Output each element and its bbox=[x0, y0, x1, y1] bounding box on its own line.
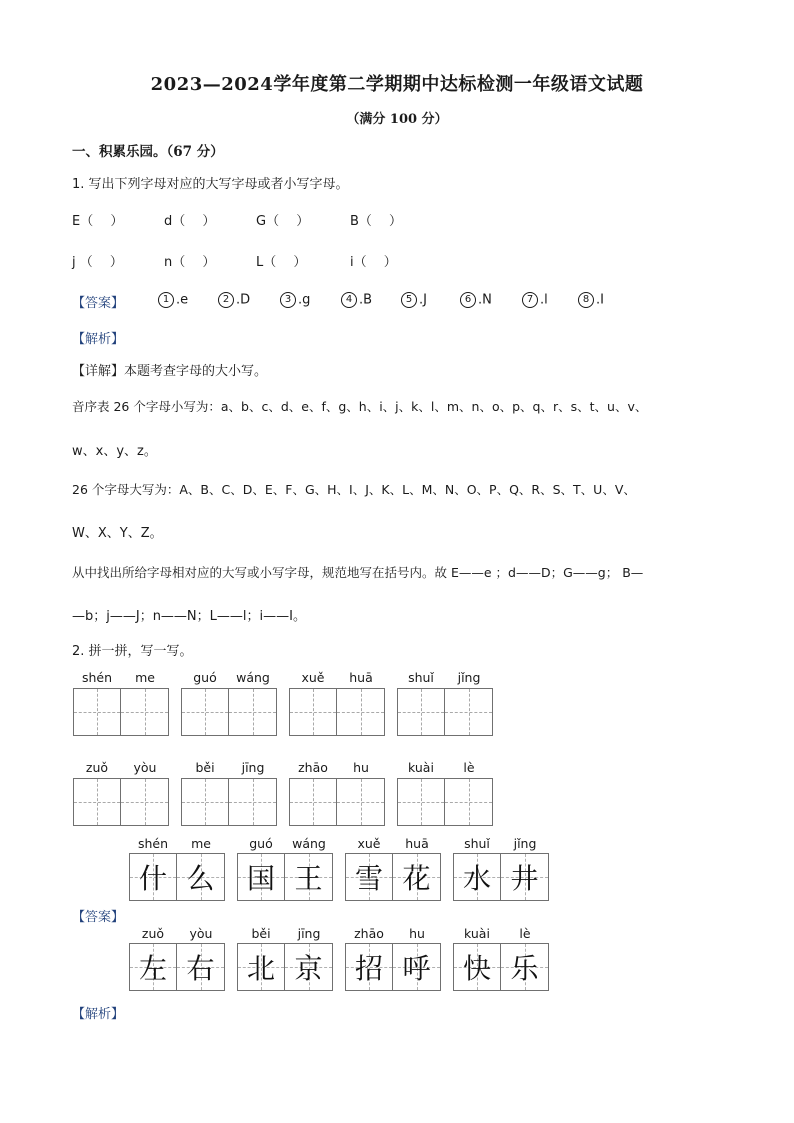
answer-character: 左 bbox=[138, 952, 167, 985]
answer-value: .N bbox=[478, 292, 492, 308]
answer-character: 水 bbox=[462, 862, 491, 895]
page-subtitle: （满分 100 分） bbox=[346, 112, 448, 127]
circled-number: 8 bbox=[578, 292, 594, 308]
answer-grid bbox=[237, 853, 333, 901]
explanation-text: —b；j——J；n——N；L——l；i——I。 bbox=[72, 609, 306, 624]
pinyin-label: me bbox=[135, 670, 155, 685]
answer-character: 王 bbox=[294, 862, 323, 895]
pinyin-label: shén bbox=[137, 836, 169, 851]
letter-item: E（ ） bbox=[72, 214, 124, 229]
answer-item bbox=[522, 292, 548, 308]
pinyin-label: hu bbox=[409, 926, 425, 941]
answer-character: 招 bbox=[354, 952, 383, 985]
pinyin-label: hu bbox=[353, 760, 369, 775]
writing-grid[interactable] bbox=[289, 688, 385, 736]
circled-number: 5 bbox=[401, 292, 417, 308]
answer-item bbox=[158, 292, 188, 308]
pinyin-label: kuài bbox=[408, 760, 434, 775]
pinyin-label: zhāo bbox=[298, 760, 328, 775]
writing-grid[interactable] bbox=[289, 778, 385, 826]
circled-number: 1 bbox=[158, 292, 174, 308]
answer-item bbox=[218, 292, 250, 308]
answer-character: 呼 bbox=[402, 952, 431, 985]
pinyin-label: wáng bbox=[236, 670, 270, 685]
pinyin-label: jǐng bbox=[513, 836, 537, 851]
letter-item: B（ ） bbox=[350, 214, 403, 229]
lowercase-text: 音序表 26 个字母小写为：a、b、c、d、e、f、g、h、i、j、k、l、m、n、o、p、q、r、s、t、u、v、 bbox=[72, 399, 648, 414]
pinyin-label: yòu bbox=[133, 760, 157, 775]
answer-character: 右 bbox=[186, 952, 215, 985]
pinyin-label: xuě bbox=[301, 670, 325, 685]
pinyin-label: běi bbox=[195, 760, 215, 775]
answer-item bbox=[280, 292, 310, 308]
explanation-text: 从中找出所给字母相对应的大写或小写字母，规范地写在括号内。故 E——e ；d——D；G——g； B— bbox=[72, 565, 644, 580]
answer-character: 雪 bbox=[354, 862, 383, 895]
pinyin-label: lè bbox=[519, 926, 531, 941]
writing-grid[interactable] bbox=[397, 688, 493, 736]
analysis-label: 【解析】 bbox=[72, 1007, 125, 1022]
pinyin-label: zuǒ bbox=[85, 760, 109, 775]
answer-grid bbox=[345, 943, 441, 991]
pinyin-label: xuě bbox=[357, 836, 381, 851]
pinyin-label: shén bbox=[81, 670, 113, 685]
answer-item bbox=[401, 292, 427, 308]
circled-number: 6 bbox=[460, 292, 476, 308]
pinyin-label: zuǒ bbox=[141, 926, 165, 941]
letter-item: n（ ） bbox=[164, 255, 216, 270]
uppercase-text: 26 个字母大写为：A、B、C、D、E、F、G、H、I、J、K、L、M、N、O、P、Q、R、S、T、U、V、 bbox=[72, 482, 636, 497]
answer-character: 北 bbox=[246, 952, 275, 985]
answer-character: 国 bbox=[246, 862, 275, 895]
answer-item bbox=[460, 292, 492, 308]
pinyin-label: zhāo bbox=[354, 926, 384, 941]
answer-character: 么 bbox=[186, 862, 215, 895]
answer-value: .J bbox=[419, 292, 427, 308]
circled-number: 7 bbox=[522, 292, 538, 308]
pinyin-label: guó bbox=[249, 836, 273, 851]
answer-value: .B bbox=[359, 292, 373, 308]
answer-item bbox=[341, 292, 372, 308]
letter-item: j （ ） bbox=[72, 255, 123, 270]
question-2-prompt: 2. 拼一拼，写一写。 bbox=[72, 644, 193, 659]
circled-number: 3 bbox=[280, 292, 296, 308]
writing-grid[interactable] bbox=[181, 778, 277, 826]
answer-character: 井 bbox=[510, 862, 539, 895]
writing-grid[interactable] bbox=[73, 778, 169, 826]
writing-grid[interactable] bbox=[397, 778, 493, 826]
answer-grid bbox=[345, 853, 441, 901]
letter-item: i（ ） bbox=[350, 255, 397, 270]
pinyin-label: me bbox=[191, 836, 211, 851]
pinyin-label: shuǐ bbox=[464, 836, 490, 851]
pinyin-label: jīng bbox=[241, 760, 265, 775]
pinyin-label: yòu bbox=[189, 926, 213, 941]
pinyin-label: jǐng bbox=[457, 670, 481, 685]
uppercase-text: W、X、Y、Z。 bbox=[72, 526, 163, 541]
answer-character: 什 bbox=[138, 862, 167, 895]
answer-character: 快 bbox=[462, 952, 491, 985]
answer-grid bbox=[129, 943, 225, 991]
pinyin-label: běi bbox=[251, 926, 271, 941]
detail-text: 【详解】本题考查字母的大小写。 bbox=[72, 364, 268, 379]
letter-item: L（ ） bbox=[256, 255, 307, 270]
answer-label: 【答案】 bbox=[72, 296, 125, 311]
answer-label: 【答案】 bbox=[72, 910, 125, 925]
pinyin-label: huā bbox=[349, 670, 373, 685]
pinyin-label: kuài bbox=[464, 926, 490, 941]
answer-character: 京 bbox=[294, 952, 323, 985]
pinyin-label: huā bbox=[405, 836, 429, 851]
pinyin-label: lè bbox=[463, 760, 475, 775]
answer-value: .D bbox=[236, 292, 251, 308]
question-1-prompt: 1. 写出下列字母对应的大写字母或者小写字母。 bbox=[72, 177, 349, 192]
answer-character: 乐 bbox=[510, 952, 539, 985]
section-heading: 一、积累乐园。（67 分） bbox=[72, 144, 224, 160]
pinyin-label: wáng bbox=[292, 836, 326, 851]
answer-grid bbox=[237, 943, 333, 991]
answer-grid bbox=[453, 853, 549, 901]
writing-grid[interactable] bbox=[181, 688, 277, 736]
answer-value: .e bbox=[176, 292, 189, 308]
pinyin-label: shuǐ bbox=[408, 670, 434, 685]
analysis-label: 【解析】 bbox=[72, 332, 125, 347]
letter-item: G（ ） bbox=[256, 214, 310, 229]
pinyin-label: guó bbox=[193, 670, 217, 685]
pinyin-label: jīng bbox=[297, 926, 321, 941]
letter-item: d（ ） bbox=[164, 214, 216, 229]
answer-item bbox=[578, 292, 604, 308]
answer-value: .I bbox=[596, 292, 604, 308]
page-title: 2023—2024学年度第二学期期中达标检测一年级语文试题 bbox=[150, 74, 644, 95]
answer-value: .l bbox=[540, 292, 548, 308]
answer-value: .g bbox=[298, 292, 311, 308]
answer-character: 花 bbox=[402, 862, 431, 895]
circled-number: 4 bbox=[341, 292, 357, 308]
circled-number: 2 bbox=[218, 292, 234, 308]
answer-grid bbox=[453, 943, 549, 991]
writing-grid[interactable] bbox=[73, 688, 169, 736]
answer-grid bbox=[129, 853, 225, 901]
lowercase-text: w、x、y、z。 bbox=[72, 444, 157, 459]
